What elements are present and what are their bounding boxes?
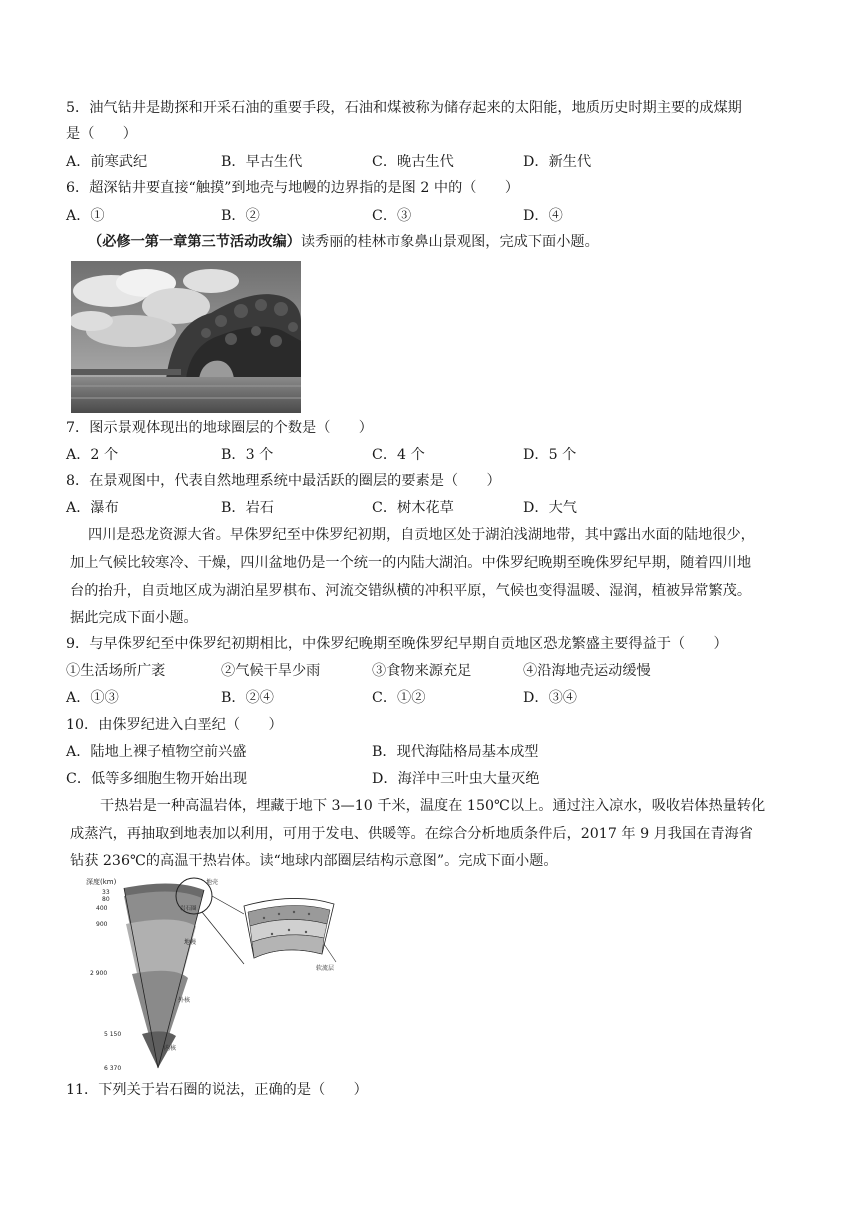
q6-stem: 6．超深钻井要直接“触摸”到地壳与地幔的边界指的是图 2 中的（ ） <box>66 180 520 196</box>
q8-option-b: B．岩石 <box>221 500 274 516</box>
passage-11-line2: 成蒸汽，再抽取到地表加以利用，可用于发电、供暖等。在综合分析地质条件后，2017 年 9 月我国在青海省 <box>70 826 753 842</box>
passage-9-line4: 据此完成下面小题。 <box>70 610 198 626</box>
depth-label-900: 900 <box>96 921 108 928</box>
q9-stem: 9．与早侏罗纪至中侏罗纪初期相比，中侏罗纪晚期至晚侏罗纪早期自贡地区恐龙繁盛主要得益于（ ） <box>66 636 728 652</box>
q9-item-4: ④沿海地壳运动缓慢 <box>523 663 651 679</box>
depth-axis-title: 深度(km) <box>86 878 117 886</box>
q9-option-a: A．①③ <box>66 690 119 706</box>
q5-option-c: C．晚古生代 <box>372 154 454 170</box>
passage-11-line1: 干热岩是一种高温岩体，埋藏于地下 3—10 千米，温度在 150℃以上。通过注入凉水，吸收岩体热量转化 <box>100 798 766 814</box>
q7-stem: 7．图示景观体现出的地球圈层的个数是（ ） <box>66 420 373 436</box>
q6-option-b: B．② <box>221 208 260 224</box>
landscape-photo <box>71 261 301 413</box>
passage-9-line3: 台的抬升，自贡地区成为湖泊星罗棋布、河流交错纵横的冲积平原，气候也变得温暖、湿润，植被异常繁茂。 <box>70 583 752 599</box>
intro-7-8 <box>88 232 599 252</box>
depth-label-6370: 6 370 <box>104 1065 122 1072</box>
label-lithosphere: 岩石圈 <box>180 906 197 912</box>
label-outer-core: 外核 <box>178 997 191 1004</box>
q6-option-d: D．④ <box>523 208 563 224</box>
q9-option-b: B．②④ <box>221 690 274 706</box>
depth-label-80: 80 <box>102 896 110 903</box>
q10-option-c: C．低等多细胞生物开始出现 <box>66 771 248 787</box>
q9-option-c: C．①② <box>372 690 426 706</box>
q8-option-a: A．瀑布 <box>66 500 119 516</box>
q10-option-d: D．海洋中三叶虫大量灭绝 <box>372 771 540 787</box>
q7-option-c: C．4 个 <box>372 447 425 463</box>
passage-9-line1: 四川是恐龙资源大省。早侏罗纪至中侏罗纪初期，自贡地区处于湖泊浅湖地带，其中露出水面的陆地很少， <box>88 527 755 543</box>
q5-option-d: D．新生代 <box>523 154 592 170</box>
depth-label-5150: 5 150 <box>104 1031 122 1038</box>
q11-stem: 11．下列关于岩石圈的说法，正确的是（ ） <box>66 1082 368 1098</box>
q7-option-a: A．2 个 <box>66 447 119 463</box>
q5-option-a: A．前寒武纪 <box>66 154 148 170</box>
q6-option-a: A．① <box>66 208 105 224</box>
q6-option-c: C．③ <box>372 208 412 224</box>
label-crust: 地壳 <box>206 879 219 886</box>
depth-label-33: 33 <box>102 889 110 896</box>
q9-item-2: ②气候干旱少雨 <box>221 663 321 679</box>
intro-source-tag: （必修一第一章第三节活动改编） <box>88 234 301 250</box>
q5-stem-line1: 5．油气钻井是勘探和开采石油的重要手段，石油和煤被称为储存起来的太阳能，地质历史时期主要的成煤期 <box>66 100 742 116</box>
earth-interior-diagram <box>84 874 346 1074</box>
depth-label-400: 400 <box>96 905 108 912</box>
label-asthenosphere: 软流层 <box>316 965 335 972</box>
q8-option-c: C．树木花草 <box>372 500 454 516</box>
q9-item-1: ①生活场所广袤 <box>66 663 166 679</box>
depth-label-2900: 2 900 <box>90 970 108 977</box>
q10-option-b: B．现代海陆格局基本成型 <box>372 744 539 760</box>
q8-option-d: D．大气 <box>523 500 577 516</box>
depth-axis <box>86 877 121 1072</box>
q5-option-b: B．早古生代 <box>221 154 303 170</box>
q10-option-a: A．陆地上裸子植物空前兴盛 <box>66 744 247 760</box>
q8-stem: 8．在景观图中，代表自然地理系统中最活跃的圈层的要素是（ ） <box>66 473 501 489</box>
passage-11-line3: 钻获 236℃的高温干热岩体。读“地球内部圈层结构示意图”。完成下面小题。 <box>70 853 558 869</box>
label-inner-core: 内核 <box>164 1045 177 1052</box>
q9-option-d: D．③④ <box>523 690 577 706</box>
intro-text: 读秀丽的桂林市象鼻山景观图，完成下面小题。 <box>300 234 599 250</box>
q5-stem-line2: 是（ ） <box>66 126 137 142</box>
q7-option-d: D．5 个 <box>523 447 577 463</box>
passage-9-line2: 加上气候比较寒冷、干燥，四川盆地仍是一个统一的内陆大湖泊。中侏罗纪晚期至晚侏罗纪早期，随着四川地 <box>70 555 752 571</box>
q10-stem: 10．由侏罗纪进入白垩纪（ ） <box>66 717 283 733</box>
q7-option-b: B．3 个 <box>221 447 274 463</box>
q9-item-3: ③食物来源充足 <box>372 663 472 679</box>
label-mantle: 地幔 <box>184 939 197 946</box>
